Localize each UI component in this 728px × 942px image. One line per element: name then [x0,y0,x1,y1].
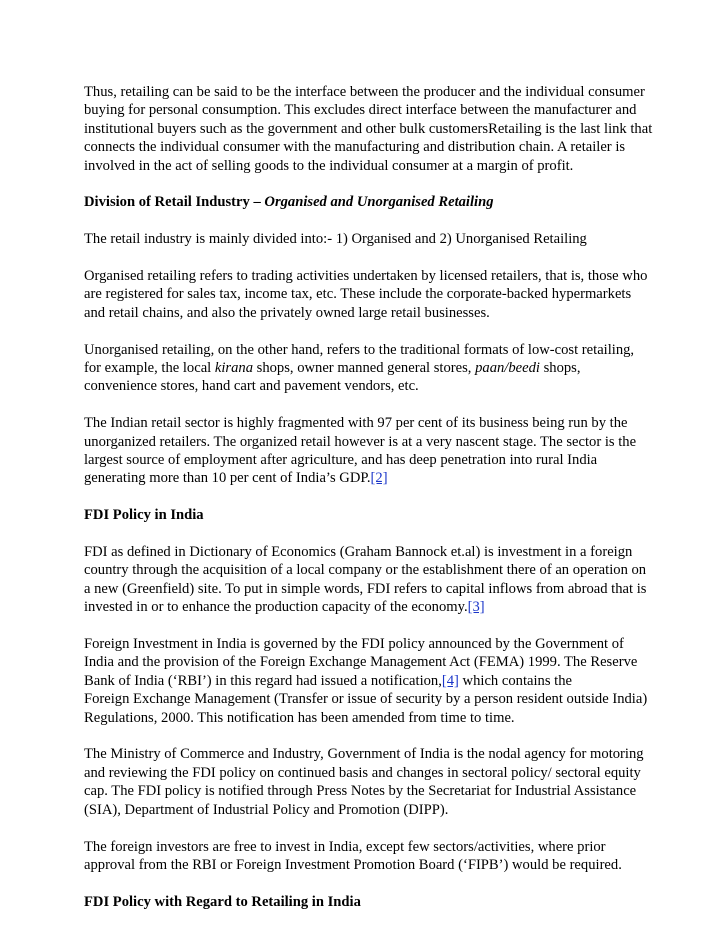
footnote-link-2[interactable]: [2] [370,470,388,487]
text-line: convenience stores, hand cart and pavement vendors, etc. [84,378,419,395]
text-line: cap. The FDI policy is notified through Press Notes by the Secretariat for Industrial Assistance [84,783,637,800]
text-segment: shops, owner manned general stores, [253,360,476,377]
heading-line [84,193,684,211]
heading-text: Division of Retail Industry – [84,194,265,211]
heading-line: FDI Policy with Regard to Retailing in India [84,893,361,910]
text-line: (SIA), Department of Industrial Policy and Promotion (DIPP). [84,801,449,818]
paragraph-retailing-interface [84,83,684,175]
paragraph-ministry-of-commerce [84,745,684,819]
text-line [84,469,684,487]
heading-line: FDI Policy in India [84,507,204,524]
paragraph-fdi-definition [84,543,684,617]
heading-division-of-retail-industry [84,193,684,211]
text-line: The foreign investors are free to invest in India, except few sectors/activities, where prior [84,838,606,855]
text-line: involved in the act of selling goods to the individual consumer at a margin of profit. [84,157,574,174]
text-line: and retail chains, and also the privately owned large retail businesses. [84,304,490,321]
text-line: FDI as defined in Dictionary of Economics (Graham Bannock et.al) is investment in a foreign [84,544,633,561]
text-line: and reviewing the FDI policy on continued basis and changes in sectoral policy/ sectoral equity [84,764,641,781]
text-line: institutional buyers such as the government and other bulk customersRetailing is the last link that [84,120,653,137]
heading-italic-text: Organised and Unorganised Retailing [264,194,494,211]
text-line: Foreign Exchange Management (Transfer or issue of security by a person resident outside India) [84,691,648,708]
text-line: connects the individual consumer with the manufacturing and distribution chain. A retailer is [84,139,626,156]
text-line: The Indian retail sector is highly fragmented with 97 per cent of its business being run by the [84,415,628,432]
text-line: India and the provision of the Foreign Exchange Management Act (FEMA) 1999. The Reserve [84,654,638,671]
heading-fdi-policy-retailing [84,893,684,911]
text-segment: for example, the local [84,360,215,377]
text-line: Thus, retailing can be said to be the interface between the producer and the individual consumer [84,84,645,100]
text-line [84,598,684,616]
text-segment: Bank of India (‘RBI’) in this regard had issued a notification, [84,672,442,689]
text-line: country through the acquisition of a local company or the establishment there of an operation on [84,562,647,579]
text-line: Organised retailing refers to trading activities undertaken by licensed retailers, that is, those who [84,268,648,285]
document-page [84,83,684,911]
footnote-link-4[interactable]: [4] [441,672,459,689]
text-segment: invested in or to enhance the production capacity of the economy. [84,599,468,616]
paragraph-indian-retail-sector [84,414,684,488]
footnote-link-3[interactable]: [3] [467,599,485,616]
text-segment: which contains the [458,672,572,689]
paragraph-unorganised-retailing [84,341,684,396]
text-line [84,672,684,690]
text-line: approval from the RBI or Foreign Investment Promotion Board (‘FIPB’) would be required. [84,856,622,873]
text-line: a new (Greenfield) site. To put in simple words, FDI refers to capital inflows from abroad that is [84,580,647,597]
text-line: buying for personal consumption. This excludes direct interface between the manufacturer and [84,102,637,119]
paragraph-organised-retailing [84,267,684,322]
text-segment: generating more than 10 per cent of India’s GDP. [84,470,371,487]
text-line: unorganized retailers. The organized retail however is at a very nascent stage. The sector is the [84,433,637,450]
text-line [84,359,684,377]
text-line: Regulations, 2000. This notification has been amended from time to time. [84,709,515,726]
italic-term-paan-beedi: paan/beedi [475,360,540,377]
text-line: The retail industry is mainly divided into:- 1) Organised and 2) Unorganised Retailing [84,231,587,248]
text-line: Unorganised retailing, on the other hand, refers to the traditional formats of low-cost retailing, [84,341,635,358]
paragraph-retail-division [84,230,684,248]
text-line: largest source of employment after agriculture, and has deep penetration into rural India [84,452,598,469]
paragraph-foreign-investment-governance [84,635,684,727]
text-line: The Ministry of Commerce and Industry, Government of India is the nodal agency for motoring [84,746,644,763]
text-line: Foreign Investment in India is governed by the FDI policy announced by the Government of [84,636,624,653]
italic-term-kirana: kirana [214,360,253,377]
text-line: are registered for sales tax, income tax, etc. These include the corporate-backed hypermarkets [84,286,632,303]
paragraph-foreign-investors [84,838,684,875]
heading-fdi-policy-in-india [84,506,684,524]
text-segment: shops, [539,360,581,377]
